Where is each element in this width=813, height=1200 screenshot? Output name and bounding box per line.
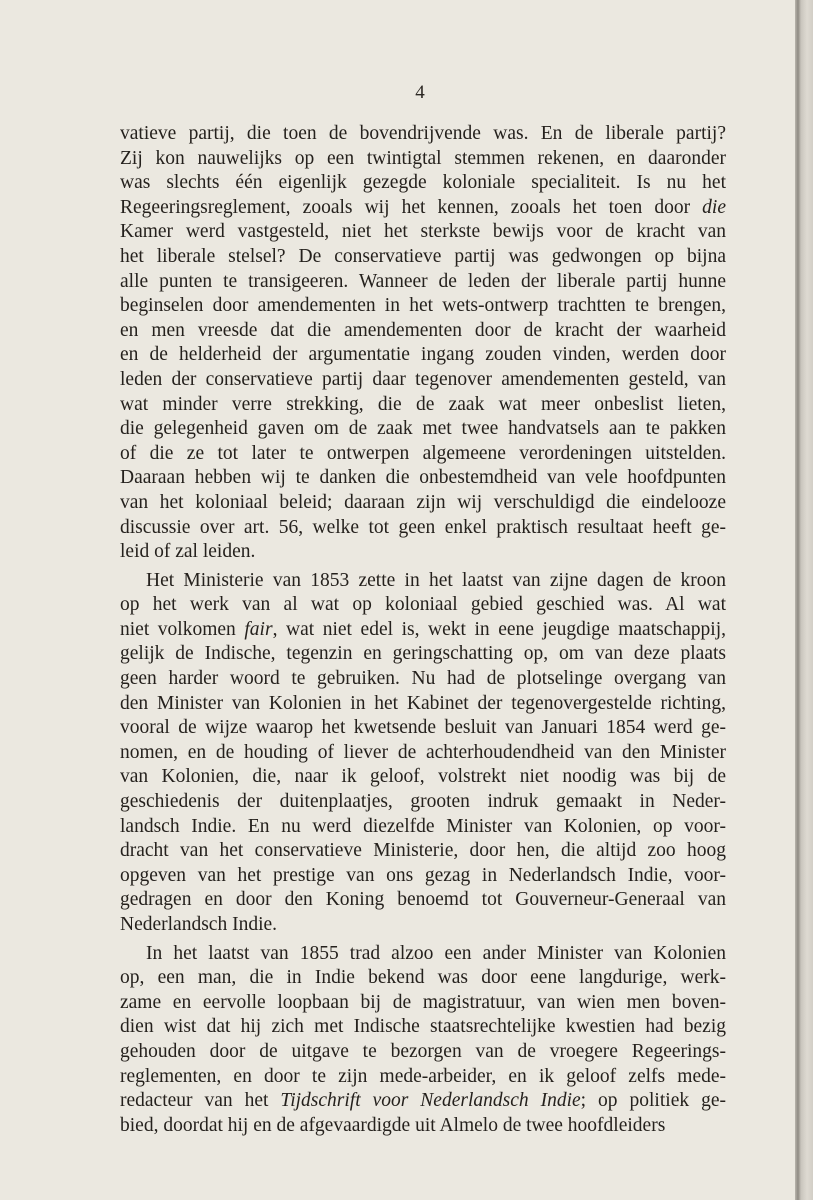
paragraph-p1 [120, 122, 726, 565]
text-line: was slechts één eigenlijk gezegde koloniale specialiteit. Is nu het [120, 172, 726, 194]
text-line: niet volkomen fair, wat niet edel is, wekt in eene jeugdige maatschappij, [120, 618, 726, 640]
text-line: Het Ministerie van 1853 zette in het laatst van zijne dagen de kroon [146, 569, 726, 591]
text-line: van Kolonien, die, naar ik geloof, volstrekt niet noodig was bij de [120, 766, 726, 788]
text-line: of die ze tot later te ontwerpen algemeene verordeningen uitstelden. [120, 442, 726, 464]
text-line: op, een man, die in Indie bekend was door eene langdurige, werk- [120, 967, 726, 989]
text-line: en de helderheid der argumentatie ingang zouden vinden, werden door [120, 344, 726, 366]
text-line: den Minister van Kolonien in het Kabinet der tegenovergestelde richting, [120, 692, 726, 714]
page-number: 4 [415, 82, 425, 103]
text-line: dien wist dat hij zich met Indische staatsrechtelijke kwestien had bezig [120, 1016, 726, 1038]
paragraph-p2 [120, 569, 726, 938]
text-line: bied, doordat hij en de afgevaardigde uit Almelo de twee hoofdleiders [120, 1114, 666, 1136]
text-line: In het laatst van 1855 trad alzoo een ander Minister van Kolonien [146, 942, 726, 964]
text-line: Kamer werd vastgesteld, niet het sterkste bewijs voor de kracht van [120, 221, 726, 243]
text-line: discussie over art. 56, welke tot geen enkel praktisch resultaat heeft ge- [120, 516, 726, 538]
text-line: reglementen, en door te zijn mede-arbeider, en ik geloof zelfs mede- [120, 1065, 726, 1087]
text-line: alle punten te transigeeren. Wanneer de leden der liberale partij hunne [120, 270, 726, 292]
text-line: zame en eervolle loopbaan bij de magistratuur, van wien men boven- [120, 991, 726, 1013]
text-line: dracht van het conservatieve Ministerie, door hen, die altijd zoo hoog [120, 840, 726, 862]
text-line: gedragen en door den Koning benoemd tot Gouverneur-Generaal van [120, 889, 726, 911]
text-line: Regeeringsreglement, zooals wij het kennen, zooals het toen door die [120, 196, 726, 218]
book-spine-edge [795, 0, 813, 1200]
text-line: het liberale stelsel? De conservatieve partij was gedwongen op bijna [120, 245, 726, 267]
text-line: beginselen door amendementen in het wets-ontwerp trachtten te brengen, [120, 295, 726, 317]
text-line: geschiedenis der duitenplaatjes, grooten indruk gemaakt in Neder- [120, 791, 726, 813]
text-line: van het koloniaal beleid; daaraan zijn wij verschuldigd die eindelooze [120, 491, 726, 513]
text-line: opgeven van het prestige van ons gezag in Nederlandsch Indie, voor- [120, 864, 726, 886]
text-line: Nederlandsch Indie. [120, 914, 278, 935]
text-line: en men vreesde dat die amendementen door de kracht der waarheid [120, 319, 726, 341]
text-line: vatieve partij, die toen de bovendrijvende was. En de liberale partij? [120, 123, 726, 144]
text-line: nomen, en de houding of liever de achterhoudendheid van den Minister [120, 741, 726, 763]
text-line: leden der conservatieve partij daar tegenover amendementen gesteld, van [120, 368, 726, 390]
text-line: Daaraan hebben wij te danken die onbestemdheid van vele hoofdpunten [120, 467, 726, 489]
text-line: Zij kon nauwelijks op een twintigtal stemmen rekenen, en daaronder [120, 147, 726, 169]
text-line: redacteur van het Tijdschrift voor Nederlandsch Indie; op politiek ge- [120, 1090, 726, 1112]
paragraph-p3 [120, 942, 726, 1139]
text-line: geen harder woord te gebruiken. Nu had de plotselinge overgang van [120, 668, 726, 690]
body-text [120, 122, 726, 1142]
text-line: gelijk de Indische, tegenzin en geringschatting op, om van deze plaats [120, 643, 726, 665]
text-line: leid of zal leiden. [120, 541, 256, 563]
text-line: op het werk van al wat op koloniaal gebied geschied was. Al wat [120, 594, 726, 616]
text-line: gehouden door de uitgave te bezorgen van de vroegere Regeerings- [120, 1040, 726, 1062]
text-line: landsch Indie. En nu werd diezelfde Minister van Kolonien, op voor- [120, 815, 726, 837]
text-line: die gelegenheid gaven om de zaak met twee handvatsels aan te pakken [120, 418, 726, 440]
text-line: wat minder verre strekking, die de zaak wat meer onbeslist lieten, [120, 393, 726, 415]
text-line: vooral de wijze waarop het kwetsende besluit van Januari 1854 werd ge- [120, 717, 726, 739]
